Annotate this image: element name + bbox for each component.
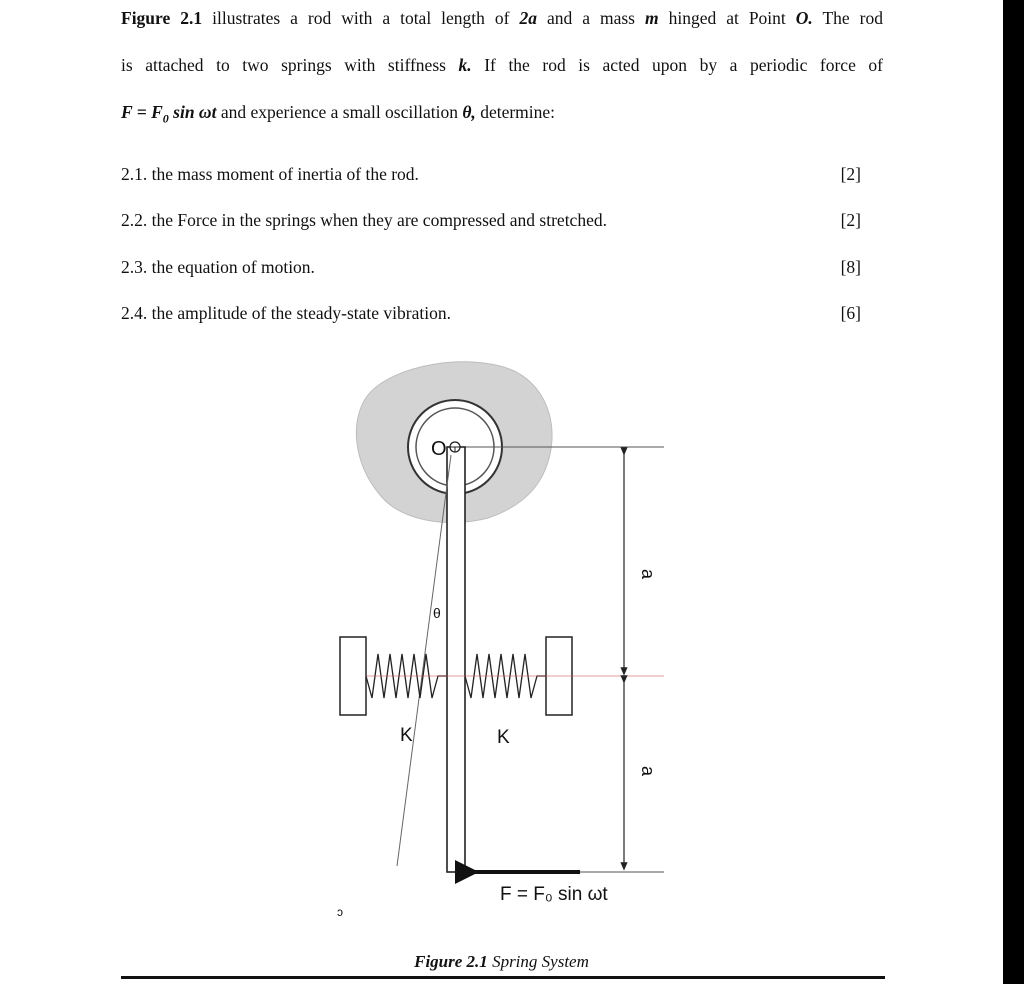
theta-label: θ <box>433 605 441 621</box>
bottom-rule <box>121 976 885 979</box>
pivot-label: O <box>431 438 447 460</box>
stray-mark: ↄ <box>337 905 343 919</box>
spring-right-label: K <box>497 727 510 748</box>
marks: [8] <box>840 257 861 277</box>
statement-line-3: $F = F_0$ sin ωt and experience a small oscillation θ, determine: <box>121 102 556 126</box>
marks: [2] <box>840 164 861 184</box>
statement-line-1: Figure 2.1 illustrates a rod with a total length of 2a and a mass m hinged at Point O. The rod <box>121 8 883 28</box>
marks: [6] <box>840 303 861 323</box>
figure-reference: Figure 2.1 <box>121 8 203 28</box>
statement-line-2: is attached to two springs with stiffness k. If the rod is acted upon by a periodic force of <box>121 55 883 75</box>
figure-caption: Figure 2.1 Spring System <box>414 952 589 971</box>
dimension-upper-label: a <box>638 569 658 580</box>
document-page: Figure 2.1 illustrates a rod with a total length of 2a and a mass m hinged at Point O. The rod is attached to two springs with stiffness k. If the rod is acted upon by a periodic force of $F = F_0$ sin ωt and experience a small oscillation θ, determine: 2.1. the mass moment of inertia of the rod. [2] 2.2. the Force in the springs when they are compressed and stretched. [2] 2.3. the equation of motion. [8] 2.4. the amplitude of the steady-state vibration. [6] O θ K K a a F = F₀ sin ωt ↄ Figure 2.1 Spring System <box>0 0 1003 984</box>
force-label: F = F₀ sin ωt <box>500 884 608 905</box>
marks: [2] <box>840 210 861 230</box>
spring-left-label: K <box>400 725 413 746</box>
dimension-lower-label: a <box>638 766 658 777</box>
left-wall-block <box>340 637 366 715</box>
rod <box>447 447 465 872</box>
